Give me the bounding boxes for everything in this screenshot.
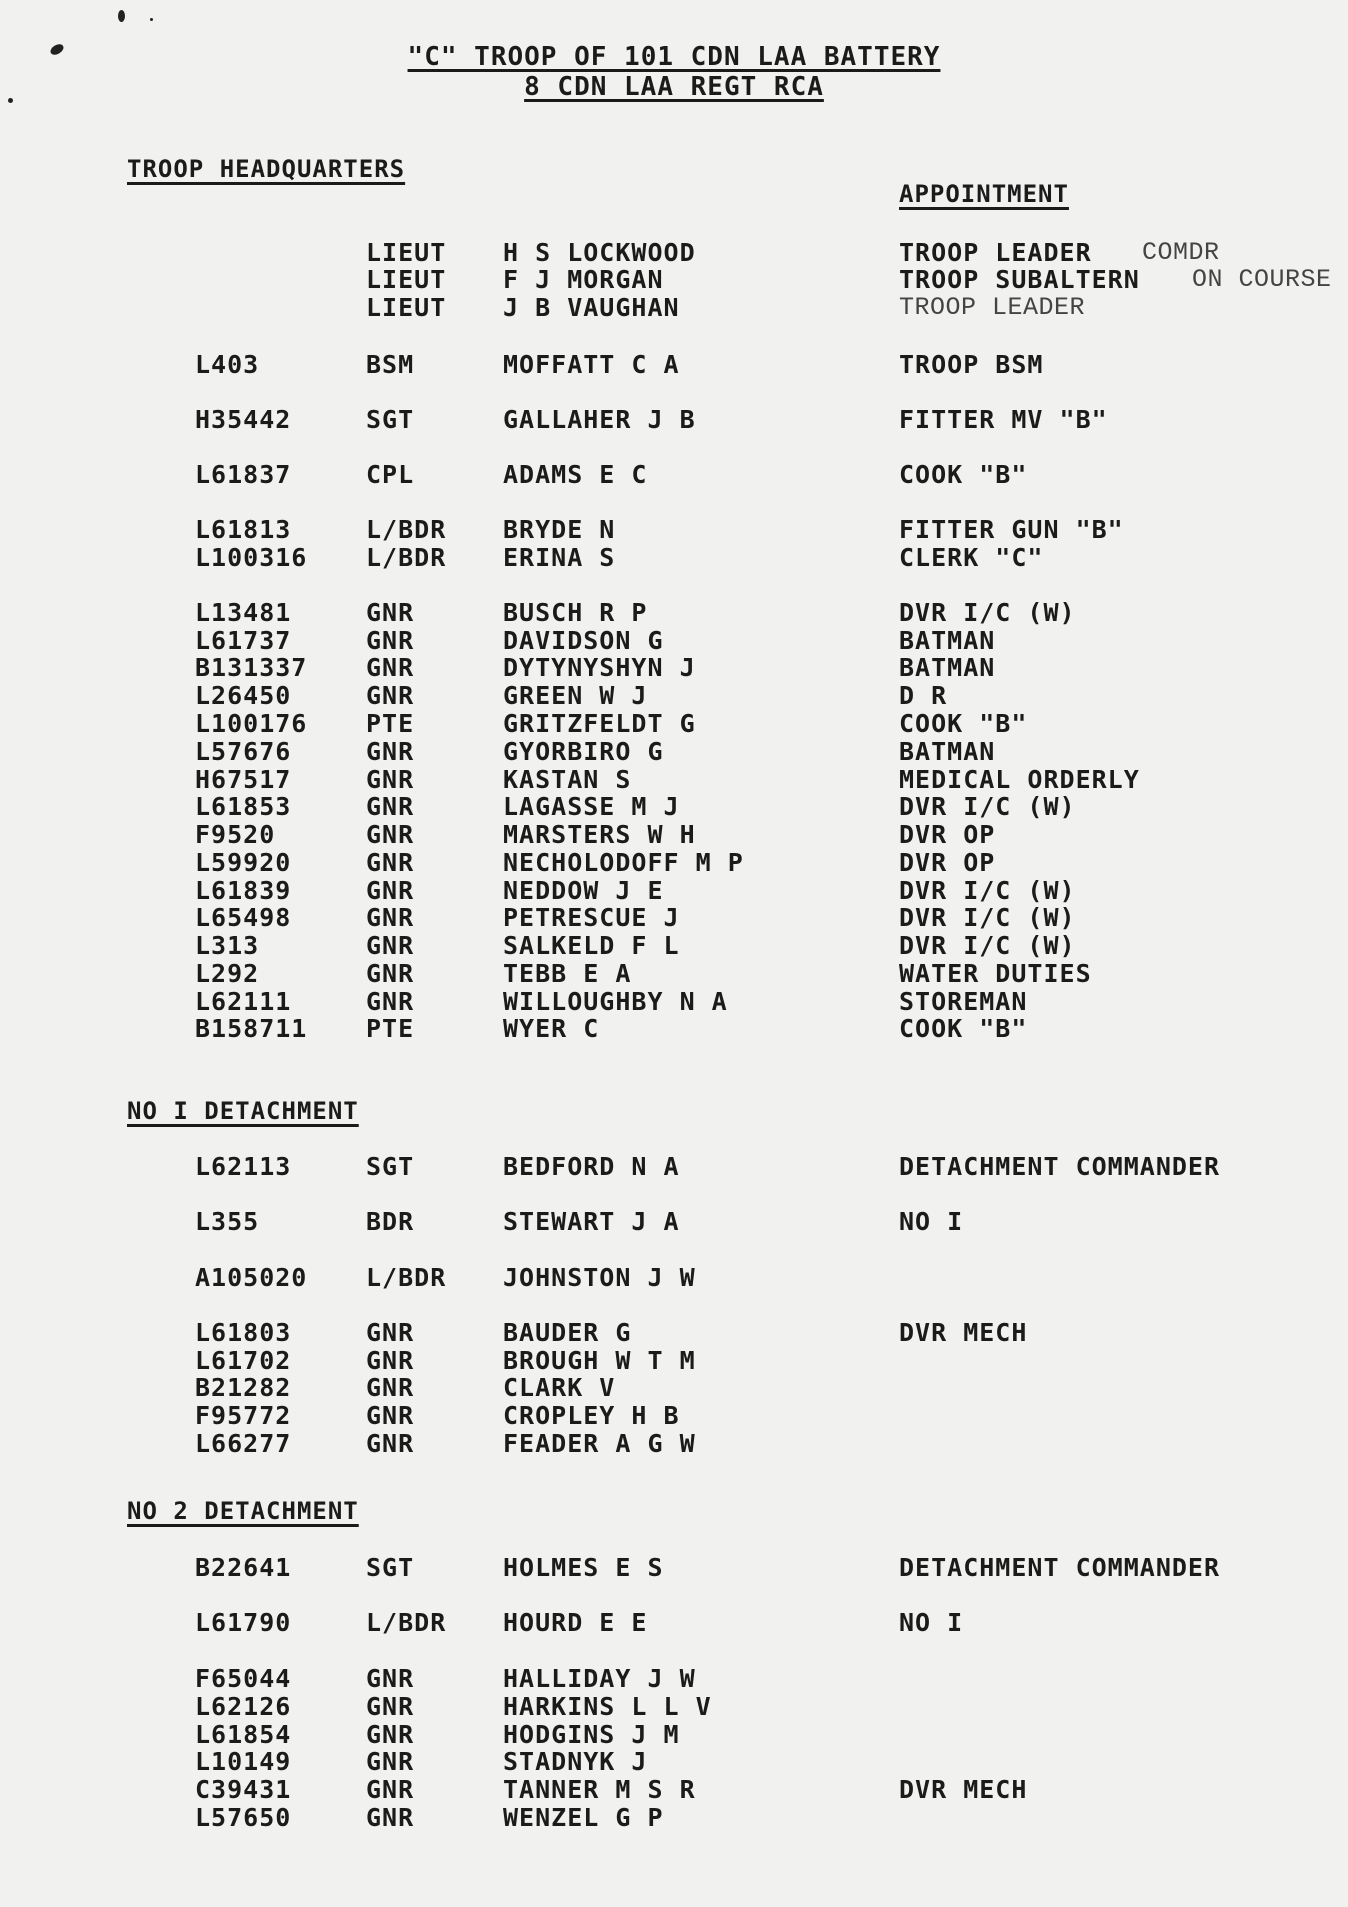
rank: SGT — [366, 405, 415, 434]
service-number: L100316 — [195, 543, 308, 572]
appointment: TROOP LEADER — [899, 293, 1086, 322]
appointment: DETACHMENT COMMANDER — [899, 1152, 1221, 1181]
table-row — [0, 1803, 1348, 1831]
service-number: L403 — [195, 350, 260, 379]
table-row — [0, 1373, 1348, 1401]
member-name: HODGINS J M — [503, 1720, 680, 1749]
rank: GNR — [366, 1775, 415, 1804]
title-line-2: 8 CDN LAA REGT RCA — [524, 72, 824, 102]
member-name: WYER C — [503, 1014, 600, 1043]
table-row — [0, 792, 1348, 820]
member-name: NEDDOW J E — [503, 876, 664, 905]
member-name: GRITZFELDT G — [503, 709, 696, 738]
service-number: L313 — [195, 931, 260, 960]
rank: GNR — [366, 876, 415, 905]
member-name: BAUDER G — [503, 1318, 632, 1347]
table-row — [0, 515, 1348, 543]
member-name: GREEN W J — [503, 681, 648, 710]
table-row — [0, 653, 1348, 681]
member-name: WENZEL G P — [503, 1803, 664, 1832]
member-name: MARSTERS W H — [503, 820, 696, 849]
table-row — [0, 931, 1348, 959]
scan-mark — [150, 18, 153, 21]
service-number: L61839 — [195, 876, 292, 905]
section-heading-det2: NO 2 DETACHMENT — [127, 1497, 359, 1525]
member-name: TEBB E A — [503, 959, 632, 988]
rank: GNR — [366, 1346, 415, 1375]
rank: GNR — [366, 820, 415, 849]
rank: GNR — [366, 1318, 415, 1347]
rank: BDR — [366, 1207, 415, 1236]
appointment: DVR I/C (W) — [899, 931, 1076, 960]
table-row — [0, 1692, 1348, 1720]
service-number: L61790 — [195, 1608, 292, 1637]
member-name: MOFFATT C A — [503, 350, 680, 379]
rank: L/BDR — [366, 1263, 447, 1292]
service-number: H67517 — [195, 765, 292, 794]
table-row — [0, 460, 1348, 488]
rank: GNR — [366, 1401, 415, 1430]
document-title — [0, 42, 1348, 72]
table-row — [0, 1346, 1348, 1374]
table-row — [0, 848, 1348, 876]
appointment: DVR MECH — [899, 1318, 1028, 1347]
member-name: DAVIDSON G — [503, 626, 664, 655]
table-row — [0, 709, 1348, 737]
table-row — [0, 681, 1348, 709]
appointment: D R — [899, 681, 948, 710]
table-row — [0, 1014, 1348, 1042]
rank: GNR — [366, 626, 415, 655]
appointment: DVR MECH — [899, 1775, 1028, 1804]
rank: GNR — [366, 1747, 415, 1776]
service-number: H35442 — [195, 405, 292, 434]
rank: GNR — [366, 959, 415, 988]
service-number: L100176 — [195, 709, 308, 738]
rank: GNR — [366, 598, 415, 627]
appointment: NO I — [899, 1608, 964, 1637]
table-row — [0, 1720, 1348, 1748]
appointment: DVR I/C (W) — [899, 598, 1076, 627]
rank: BSM — [366, 350, 415, 379]
service-number: L61813 — [195, 515, 292, 544]
rank: PTE — [366, 1014, 415, 1043]
member-name: HOURD E E — [503, 1608, 648, 1637]
service-number: L10149 — [195, 1747, 292, 1776]
rank: PTE — [366, 709, 415, 738]
title-line-1: "C" TROOP OF 101 CDN LAA BATTERY — [407, 42, 941, 72]
member-name: BROUGH W T M — [503, 1346, 696, 1375]
service-number: L62111 — [195, 987, 292, 1016]
table-row — [0, 1553, 1348, 1581]
service-number: L65498 — [195, 903, 292, 932]
service-number: L61737 — [195, 626, 292, 655]
member-name: DYTYNYSHYN J — [503, 653, 696, 682]
service-number: L292 — [195, 959, 260, 988]
appointment: TROOP SUBALTERN — [899, 265, 1140, 294]
appointment: DVR I/C (W) — [899, 792, 1076, 821]
rank: LIEUT — [366, 238, 447, 267]
service-number: L61837 — [195, 460, 292, 489]
member-name: CROPLEY H B — [503, 1401, 680, 1430]
rank: GNR — [366, 1720, 415, 1749]
table-row — [0, 1775, 1348, 1803]
rank: GNR — [366, 653, 415, 682]
member-name: GYORBIRO G — [503, 737, 664, 766]
appointment: BATMAN — [899, 737, 996, 766]
member-name: HOLMES E S — [503, 1553, 664, 1582]
table-row — [0, 903, 1348, 931]
service-number: L61854 — [195, 1720, 292, 1749]
table-row — [0, 405, 1348, 433]
scan-mark — [118, 10, 125, 22]
rank: SGT — [366, 1152, 415, 1181]
member-name: BEDFORD N A — [503, 1152, 680, 1181]
appointment: DVR OP — [899, 848, 996, 877]
member-name: SALKELD F L — [503, 931, 680, 960]
appointment: COOK "B" — [899, 709, 1028, 738]
table-row — [0, 1429, 1348, 1457]
rank: L/BDR — [366, 543, 447, 572]
service-number: L61853 — [195, 792, 292, 821]
table-row — [0, 876, 1348, 904]
rank: GNR — [366, 1373, 415, 1402]
table-row — [0, 626, 1348, 654]
table-row — [0, 1401, 1348, 1429]
rank: GNR — [366, 848, 415, 877]
service-number: L62113 — [195, 1152, 292, 1181]
rank: GNR — [366, 1664, 415, 1693]
officer-row — [0, 265, 1348, 293]
member-name: WILLOUGHBY N A — [503, 987, 728, 1016]
rank: GNR — [366, 737, 415, 766]
section-heading-det1: NO I DETACHMENT — [127, 1097, 359, 1125]
service-number: F9520 — [195, 820, 276, 849]
table-row — [0, 765, 1348, 793]
service-number: B131337 — [195, 653, 308, 682]
member-name: HALLIDAY J W — [503, 1664, 696, 1693]
appointment: CLERK "C" — [899, 543, 1044, 572]
appointment: FITTER MV "B" — [899, 405, 1108, 434]
rank: L/BDR — [366, 1608, 447, 1637]
rank: CPL — [366, 460, 415, 489]
rank: GNR — [366, 1803, 415, 1832]
table-row — [0, 543, 1348, 571]
service-number: L61803 — [195, 1318, 292, 1347]
rank: GNR — [366, 1692, 415, 1721]
appointment: DVR I/C (W) — [899, 876, 1076, 905]
appointment: STOREMAN — [899, 987, 1028, 1016]
appointment: COOK "B" — [899, 1014, 1028, 1043]
service-number: L66277 — [195, 1429, 292, 1458]
rank: GNR — [366, 903, 415, 932]
member-name: PETRESCUE J — [503, 903, 680, 932]
member-name: TANNER M S R — [503, 1775, 696, 1804]
appointment: TROOP LEADER — [899, 238, 1092, 267]
table-row — [0, 598, 1348, 626]
officer-name: J B VAUGHAN — [503, 293, 680, 322]
rank: L/BDR — [366, 515, 447, 544]
member-name: LAGASSE M J — [503, 792, 680, 821]
table-row — [0, 1664, 1348, 1692]
rank: GNR — [366, 792, 415, 821]
table-row — [0, 820, 1348, 848]
member-name: STADNYK J — [503, 1747, 648, 1776]
officer-row — [0, 293, 1348, 321]
member-name: ERINA S — [503, 543, 616, 572]
service-number: L57676 — [195, 737, 292, 766]
service-number: B22641 — [195, 1553, 292, 1582]
member-name: HARKINS L L V — [503, 1692, 712, 1721]
appointment: WATER DUTIES — [899, 959, 1092, 988]
table-row — [0, 737, 1348, 765]
document-subtitle — [0, 72, 1348, 102]
officer-row — [0, 238, 1348, 266]
appointment: NO I — [899, 1207, 964, 1236]
table-row — [0, 350, 1348, 378]
appointment: DVR OP — [899, 820, 996, 849]
service-number: B21282 — [195, 1373, 292, 1402]
member-name: STEWART J A — [503, 1207, 680, 1236]
service-number: F95772 — [195, 1401, 292, 1430]
table-row — [0, 1152, 1348, 1180]
service-number: L26450 — [195, 681, 292, 710]
member-name: BRYDE N — [503, 515, 616, 544]
member-name: BUSCH R P — [503, 598, 648, 627]
member-name: GALLAHER J B — [503, 405, 696, 434]
service-number: L59920 — [195, 848, 292, 877]
appointment: BATMAN — [899, 626, 996, 655]
service-number: C39431 — [195, 1775, 292, 1804]
appointment: FITTER GUN "B" — [899, 515, 1124, 544]
section-heading-troop-hq: TROOP HEADQUARTERS — [127, 155, 406, 183]
table-row — [0, 987, 1348, 1015]
appointment: BATMAN — [899, 653, 996, 682]
officer-name: H S LOCKWOOD — [503, 238, 696, 267]
rank: SGT — [366, 1553, 415, 1582]
appointment: COOK "B" — [899, 460, 1028, 489]
annotation: ON COURSE — [1192, 265, 1332, 294]
service-number: L57650 — [195, 1803, 292, 1832]
member-name: JOHNSTON J W — [503, 1263, 696, 1292]
table-row — [0, 1263, 1348, 1291]
service-number: L61702 — [195, 1346, 292, 1375]
member-name: KASTAN S — [503, 765, 632, 794]
rank: GNR — [366, 931, 415, 960]
service-number: B158711 — [195, 1014, 308, 1043]
rank: GNR — [366, 987, 415, 1016]
service-number: F65044 — [195, 1664, 292, 1693]
appointment: DVR I/C (W) — [899, 903, 1076, 932]
appointment: TROOP BSM — [899, 350, 1044, 379]
rank: GNR — [366, 681, 415, 710]
appointment-column-heading: APPOINTMENT — [899, 180, 1069, 208]
service-number: L62126 — [195, 1692, 292, 1721]
rank: GNR — [366, 1429, 415, 1458]
member-name: CLARK V — [503, 1373, 616, 1402]
service-number: L355 — [195, 1207, 260, 1236]
appointment: DETACHMENT COMMANDER — [899, 1553, 1221, 1582]
member-name: NECHOLODOFF M P — [503, 848, 744, 877]
table-row — [0, 1608, 1348, 1636]
rank: LIEUT — [366, 265, 447, 294]
service-number: A105020 — [195, 1263, 308, 1292]
table-row — [0, 1318, 1348, 1346]
service-number: L13481 — [195, 598, 292, 627]
appointment: MEDICAL ORDERLY — [899, 765, 1140, 794]
annotation: COMDR — [1142, 238, 1220, 267]
rank: GNR — [366, 765, 415, 794]
table-row — [0, 1207, 1348, 1235]
officer-name: F J MORGAN — [503, 265, 664, 294]
member-name: FEADER A G W — [503, 1429, 696, 1458]
member-name: ADAMS E C — [503, 460, 648, 489]
table-row — [0, 1747, 1348, 1775]
rank: LIEUT — [366, 293, 447, 322]
table-row — [0, 959, 1348, 987]
